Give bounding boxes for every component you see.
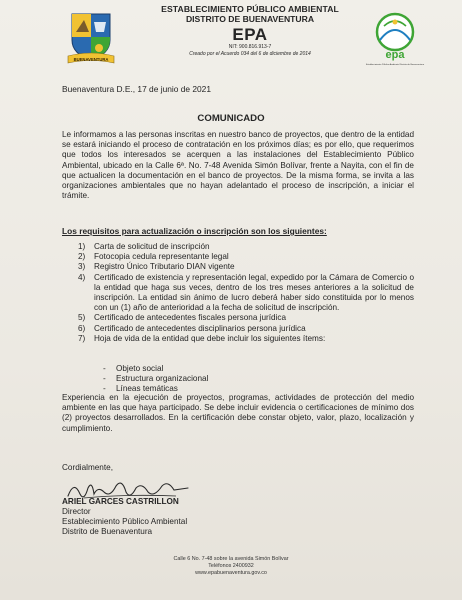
signer-name: ARIEL GARCES CASTRILLON bbox=[62, 497, 179, 506]
org-name-line2: DISTRITO DE BUENAVENTURA bbox=[185, 14, 315, 24]
sub-list-item-text: Estructura organizacional bbox=[116, 374, 209, 384]
list-item bbox=[78, 242, 414, 252]
org-nit: NIT: 900.816.913-7 bbox=[228, 44, 272, 50]
list-item bbox=[78, 262, 414, 272]
list-item-text: Registro Único Tributario DIAN vigente bbox=[94, 262, 235, 272]
list-item bbox=[78, 334, 414, 344]
list-item bbox=[78, 324, 414, 334]
list-item-number: 4) bbox=[78, 272, 86, 282]
buenaventura-coat-of-arms-icon bbox=[66, 10, 116, 66]
document-title: COMUNICADO bbox=[197, 113, 265, 124]
footer bbox=[0, 556, 462, 577]
list-item-number: 1) bbox=[78, 242, 86, 251]
list-item-number: 2) bbox=[78, 252, 86, 262]
sub-list-item: - Objeto social bbox=[103, 364, 164, 373]
list-item-text: Certificado de antecedentes fiscales persona jurídica bbox=[94, 313, 287, 323]
experience-paragraph: Experiencia en la ejecución de proyectos, programas, actividades de protección del medio ambiente en las que haya participado. Se debe incluir evidencia o certificaciones de mínimo dos (2) proyectos desarrollados. En la certificación debe constar objeto, valor, plazo, localización y cumplimiento. bbox=[62, 393, 414, 433]
letterhead bbox=[0, 0, 462, 82]
footer-phones: Teléfonos 2400932 bbox=[208, 563, 254, 569]
cv-items-list bbox=[103, 364, 208, 395]
list-item-text: Hoja de vida de la entidad que debe incluir los siguientes ítems: bbox=[94, 333, 326, 343]
list-item-text: Fotocopia cedula representante legal bbox=[94, 252, 229, 262]
list-item-text: Certificado de existencia y representación legal, expedido por la Cámara de Comercio o la entidad que haga sus veces, dentro de los tres meses anteriores a la solicitud de inscripción. La entidad sin ánimo de lucro deberá haber sido constituida por lo menos con un (1) año de anterioridad a la fecha de solicitud de inscripción. bbox=[94, 272, 414, 313]
sub-list-item-text: Objeto social bbox=[116, 364, 164, 373]
letterhead-text bbox=[130, 4, 370, 58]
list-item bbox=[78, 252, 414, 262]
epa-logo-icon bbox=[365, 10, 425, 72]
intro-paragraph: Le informamos a las personas inscritas en nuestro banco de proyectos, que dentro de la entidad se estará iniciando el proceso de contratación en los próximos días; es por ello, que requerimos que todos los interesados se acerquen a las instalaciones del Establecimiento Público Ambiental, ubicado en la Calle 6ª. No. 7-48 Avenida Simón Bolívar, frente a Nayita, con el fin de que actualicen la documentación en el banco de proyectos. De la misma forma, se invita a las organizaciones ambientales que no hayan adelantado el proceso de inscripción, a iniciar el trámite. bbox=[62, 130, 414, 201]
list-item bbox=[78, 273, 414, 314]
epa-wordmark: epa bbox=[385, 49, 405, 61]
epa-tagline: Establecimiento Público Ambiental Distrito de Buenaventura bbox=[365, 64, 425, 66]
footer-address: Calle 6 No. 7-48 sobre la avenida Simón Bolívar bbox=[173, 556, 289, 562]
letter-date: Buenaventura D.E., 17 de junio de 2021 bbox=[62, 84, 211, 94]
org-name-line1: ESTABLECIMIENTO PÚBLICO AMBIENTAL bbox=[161, 4, 339, 14]
requirements-list bbox=[78, 242, 414, 344]
footer-website: www.epabuenaventura.gov.co bbox=[195, 570, 267, 576]
list-item-number: 6) bbox=[78, 323, 86, 333]
signer-org-line1: Establecimiento Público Ambiental bbox=[62, 517, 188, 526]
sub-list-item-text: Líneas temáticas bbox=[116, 384, 178, 394]
list-item-text: Certificado de antecedentes disciplinarios persona jurídica bbox=[94, 323, 306, 333]
list-item-number: 7) bbox=[78, 333, 86, 343]
closing-salutation: Cordialmente, bbox=[62, 463, 113, 472]
list-item-text: Carta de solicitud de inscripción bbox=[94, 242, 210, 251]
sub-list-item: - Estructura organizacional bbox=[103, 374, 209, 384]
list-item-number: 3) bbox=[78, 262, 86, 272]
list-item-number: 5) bbox=[78, 313, 86, 323]
list-item bbox=[78, 313, 414, 323]
crest-banner-text: BUENAVENTURA bbox=[73, 57, 109, 62]
org-created-note: Creado por el Acuerdo 034 del 6 de diciembre de 2014 bbox=[189, 51, 311, 57]
signer-org-line2: Distrito de Buenaventura bbox=[62, 527, 153, 536]
org-acronym: EPA bbox=[232, 25, 268, 44]
requirements-heading: Los requisitos para actualización o inscripción son los siguientes: bbox=[62, 226, 327, 236]
signer-role: Director bbox=[62, 507, 91, 516]
sub-list-item: - Líneas temáticas bbox=[103, 384, 178, 394]
